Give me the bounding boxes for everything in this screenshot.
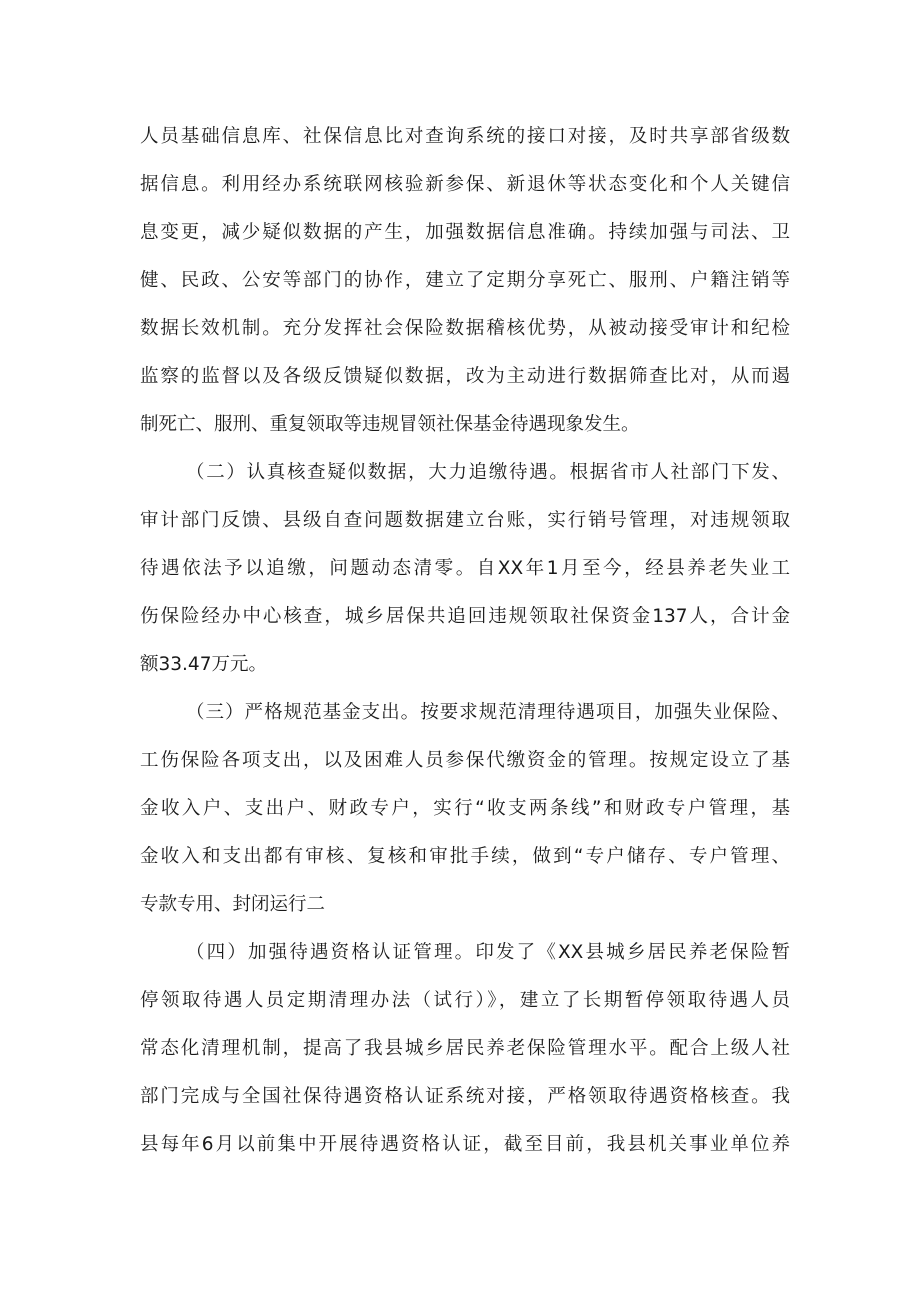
- text-line: 常态化清理机制，提高了我县城乡居民养老保险管理水平。配合上级人社: [140, 1038, 790, 1059]
- text-line: 数据长效机制。充分发挥社会保险数据稽核优势，从被动接受审计和纪检: [140, 318, 790, 339]
- text-line: 伤保险经办中心核查，城乡居保共追回违规领取社保资金137人，合计金: [140, 606, 790, 627]
- text-line: 监察的监督以及各级反馈疑似数据，改为主动进行数据筛查比对，从而遏: [140, 366, 790, 387]
- paragraph: [140, 689, 790, 929]
- text-line: 停领取待遇人员定期清理办法（试行）》，建立了长期暂停领取待遇人员: [140, 990, 790, 1011]
- paragraph: [140, 449, 790, 689]
- text-line: （二）认真核查疑似数据，大力追缴待遇。根据省市人社部门下发、: [186, 462, 790, 483]
- text-line: 工伤保险各项支出，以及困难人员参保代缴资金的管理。按规定设立了基: [140, 750, 790, 771]
- text-line: 县每年6月以前集中开展待遇资格认证，截至目前，我县机关事业单位养: [140, 1134, 790, 1155]
- text-line: 息变更，减少疑似数据的产生，加强数据信息准确。持续加强与司法、卫: [140, 222, 790, 243]
- document-page: [140, 113, 790, 1169]
- text-line: 制死亡、服刑、重复领取等违规冒领社保基金待遇现象发生。: [140, 414, 640, 435]
- paragraph: [140, 929, 790, 1169]
- paragraph: [140, 113, 790, 449]
- text-line: 健、民政、公安等部门的协作，建立了定期分享死亡、服刑、户籍注销等: [140, 270, 790, 291]
- text-line: 金收入户、支出户、财政专户，实行“收支两条线”和财政专户管理，基: [140, 798, 790, 819]
- text-line: 待遇依法予以追缴，问题动态清零。自XX年1月至今，经县养老失业工: [140, 558, 790, 579]
- text-line: 额33.47万元。: [140, 654, 267, 675]
- text-line: 据信息。利用经办系统联网核验新参保、新退休等状态变化和个人关键信: [140, 174, 790, 195]
- text-line: 金收入和支出都有审核、复核和审批手续，做到“专户储存、专户管理、: [140, 846, 790, 867]
- text-line: 人员基础信息库、社保信息比对查询系统的接口对接，及时共享部省级数: [140, 126, 790, 147]
- text-line: 专款专用、封闭运行二: [140, 894, 326, 915]
- text-line: 部门完成与全国社保待遇资格认证系统对接，严格领取待遇资格核查。我: [140, 1086, 790, 1107]
- text-line: （四）加强待遇资格认证管理。印发了《XX县城乡居民养老保险暂: [186, 942, 790, 963]
- text-line: （三）严格规范基金支出。按要求规范清理待遇项目，加强失业保险、: [186, 702, 790, 723]
- text-line: 审计部门反馈、县级自查问题数据建立台账，实行销号管理，对违规领取: [140, 510, 790, 531]
